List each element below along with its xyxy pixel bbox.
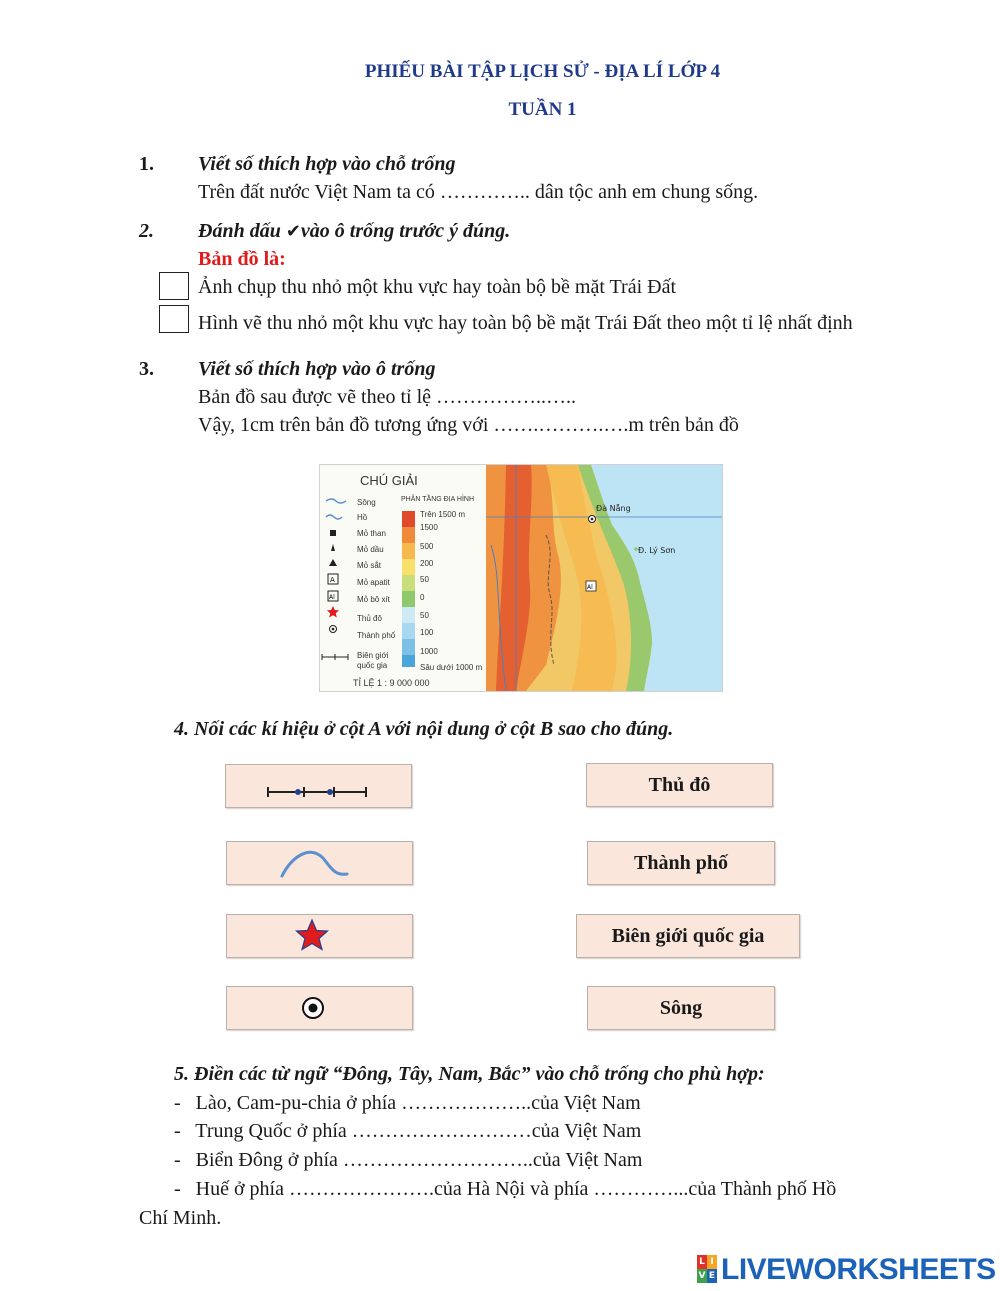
map-figure: [319, 464, 723, 692]
q5-item-4: - Huế ở phía ………………….của Hà Nội và phía …………...của Thành phố Hồ: [174, 1178, 837, 1200]
q5-item-1: - Lào, Cam-pu-chia ở phía ………………..của Việt Nam: [174, 1092, 641, 1114]
layers-title: PHÂN TẦNG ĐỊA HÌNH: [401, 496, 474, 503]
q2-heading-before: Đánh dấu: [198, 220, 286, 242]
column-b-cell-thanh-pho[interactable]: Thành phố: [587, 841, 775, 885]
legend-lake-icon: [326, 515, 342, 519]
layer-label: Sâu dưới 1000 m: [420, 663, 483, 672]
layer-swatch: [402, 511, 415, 527]
map-place-da-nang: Đà Nẵng: [596, 504, 631, 513]
legend-item: Sông: [357, 498, 376, 507]
map-scale: TỈ LỆ 1 : 9 000 000: [353, 678, 430, 688]
q2-heading: [198, 220, 510, 243]
layer-label: Trên 1500 m: [420, 510, 466, 519]
svg-text:Al: Al: [329, 594, 335, 601]
legend-item: quốc gia: [357, 661, 388, 670]
layer-swatch: [402, 655, 415, 667]
column-a-cell-star-symbol[interactable]: [226, 914, 413, 958]
q1-number: 1.: [139, 153, 154, 175]
q3-heading: Viết số thích hợp vào ô trống: [198, 358, 436, 380]
legend-river-icon: [326, 499, 346, 503]
logo-letter: V: [698, 1271, 706, 1281]
legend-title: CHÚ GIẢI: [360, 473, 418, 488]
q1-heading: Viết số thích hợp vào chỗ trống: [198, 153, 456, 175]
q2-heading-after: vào ô trống trước ý đúng.: [300, 220, 511, 242]
legend-item: Mỏ sắt: [357, 561, 382, 570]
q1-line: Trên đất nước Việt Nam ta có ………….. dân tộc anh em chung sống.: [198, 181, 759, 203]
legend-symbols: [320, 495, 356, 675]
page-title: PHIẾU BÀI TẬP LỊCH SỬ - ĐỊA LÍ LỚP 4: [364, 61, 721, 82]
layer-label: 1000: [420, 647, 438, 656]
layer-swatch: [402, 543, 415, 559]
q2-number: 2.: [139, 220, 154, 242]
legend-item: Thủ đô: [357, 614, 382, 623]
legend-item: Biên giới: [357, 651, 389, 660]
q5-heading: 5. Điền các từ ngữ “Đông, Tây, Nam, Bắc” vào chỗ trống cho phù hợp:: [174, 1063, 765, 1085]
layer-label: 50: [420, 611, 429, 620]
q2-option-2-checkbox[interactable]: [159, 305, 189, 333]
legend-capital-star-icon: [327, 606, 339, 618]
legend-border-icon: [322, 654, 348, 660]
q4-heading: 4. Nối các kí hiệu ở cột A với nội dung ở cột B sao cho đúng.: [174, 718, 674, 740]
logo-letter: L: [697, 1255, 707, 1269]
q2-option-1-checkbox[interactable]: [159, 272, 189, 300]
column-b-cell-bien-gioi[interactable]: Biên giới quốc gia: [576, 914, 800, 958]
legend-iron-icon: [329, 559, 337, 566]
layer-swatch: [402, 591, 415, 607]
layer-swatch: [402, 575, 415, 591]
q3-line-2: Vậy, 1cm trên bản đồ tương ứng với …….……….….m trên bản đồ: [198, 414, 739, 436]
legend-item: Hồ: [357, 513, 368, 522]
layer-label: 200: [420, 559, 434, 568]
legend-oil-icon: [331, 544, 335, 551]
page-subtitle-week: TUẦN 1: [508, 99, 577, 120]
layer-swatch: [402, 623, 415, 639]
logo-letter: I: [707, 1255, 717, 1269]
layer-swatch: [402, 639, 415, 655]
column-b-cell-song[interactable]: Sông: [587, 986, 775, 1030]
layer-label: 100: [420, 628, 434, 637]
layer-swatch: [402, 527, 415, 543]
legend-item: Mỏ than: [357, 529, 386, 538]
layer-label: 1500: [420, 523, 438, 532]
q3-number: 3.: [139, 358, 154, 380]
legend-item: Mỏ bô xít: [357, 595, 390, 604]
star-icon: [227, 915, 412, 957]
legend-coal-icon: [330, 530, 336, 536]
q5-item-3: - Biển Đông ở phía ………………………..của Việt Nam: [174, 1149, 643, 1171]
column-a-cell-city-symbol[interactable]: [226, 986, 413, 1030]
q2-subheading: Bản đồ là:: [198, 248, 286, 270]
svg-text:A: A: [330, 576, 335, 584]
q2-option-2-text: Hình vẽ thu nhỏ một khu vực hay toàn bộ bề mặt Trái Đất theo một tỉ lệ nhất định: [198, 312, 853, 334]
q3-line-1: Bản đồ sau được vẽ theo tỉ lệ ……………..…..: [198, 386, 577, 408]
legend-item: Thành phố: [357, 631, 396, 640]
checkmark-icon: ✔: [285, 221, 301, 242]
liveworksheets-logo: [697, 1255, 717, 1283]
q5-item-2: - Trung Quốc ở phía ………………………của Việt Nam: [174, 1120, 642, 1142]
river-icon: [227, 842, 412, 884]
legend-item: Mỏ apatit: [357, 578, 390, 587]
elevation-color-scale: [402, 511, 415, 667]
column-a-cell-river-symbol[interactable]: [226, 841, 413, 885]
column-b-cell-thu-do[interactable]: Thủ đô: [586, 763, 773, 807]
layer-label: 500: [420, 542, 434, 551]
q2-option-1-text: Ảnh chụp thu nhỏ một khu vực hay toàn bộ bề mặt Trái Đất: [198, 276, 677, 298]
logo-letter: E: [708, 1271, 716, 1281]
border-line-icon: [226, 765, 411, 807]
layer-swatch: [402, 607, 415, 623]
map-legend: [320, 465, 486, 691]
column-a-cell-border-symbol[interactable]: [225, 764, 412, 808]
layer-swatch: [402, 559, 415, 575]
map-place-ly-son: Đ. Lý Sơn: [638, 546, 676, 555]
layer-label: 0: [420, 593, 425, 602]
brand-name: LIVEWORKSHEETS: [721, 1253, 996, 1286]
svg-text:Al: Al: [587, 584, 593, 591]
city-circle-icon: [227, 987, 412, 1029]
terrain-map: [486, 465, 722, 691]
q5-item-4-continuation: Chí Minh.: [139, 1207, 222, 1229]
legend-item: Mỏ dầu: [357, 545, 384, 554]
layer-label: 50: [420, 575, 429, 584]
